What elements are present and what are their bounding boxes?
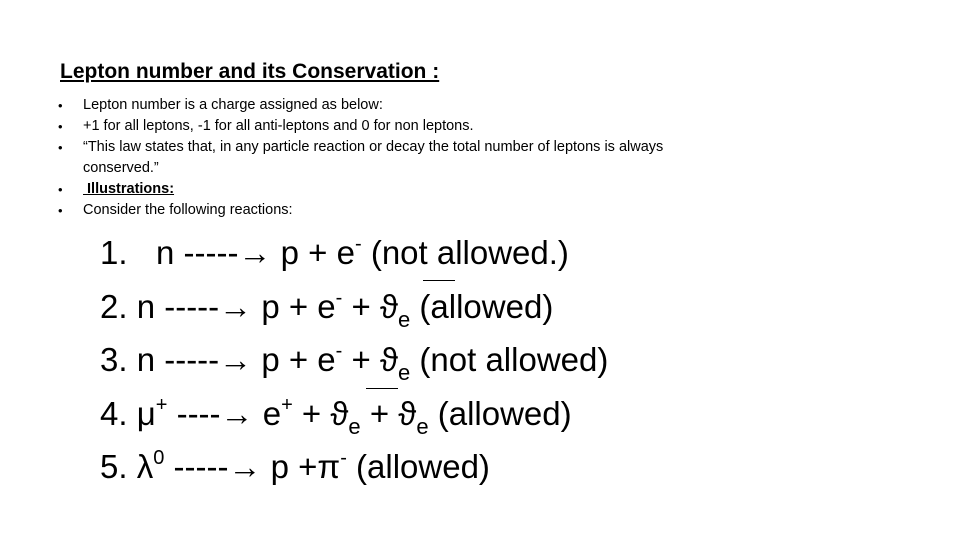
bullet-item (58, 116, 818, 137)
plus-sign: + (292, 394, 331, 432)
dashes: ----- (164, 341, 220, 378)
arrow-icon: → (219, 341, 253, 378)
products: p +π (270, 448, 341, 485)
plus-sign: + (342, 287, 380, 325)
arrow-icon: → (220, 394, 254, 432)
bullet-item (58, 200, 818, 221)
neutrino-symbol: ϑ (379, 341, 398, 378)
subscript-e: e (348, 413, 361, 439)
bullet-dot: • (58, 119, 63, 134)
bullet-text-consider: Consider the following reactions: (83, 202, 293, 218)
reaction-number: 1. (100, 234, 128, 271)
plus-sign: + (360, 394, 399, 432)
reaction-number: 3. n (100, 341, 165, 378)
superscript-zero: 0 (153, 447, 165, 469)
bullet-text-assignment: +1 for all leptons, -1 for all anti-leptons and 0 for non leptons. (83, 118, 474, 134)
superscript-plus: + (155, 393, 168, 416)
reaction-2 (100, 280, 608, 334)
superscript-minus: - (335, 286, 343, 309)
reaction-3 (100, 333, 608, 387)
reaction-result: (allowed) (428, 394, 572, 432)
antineutrino-symbol: ϑ (330, 394, 349, 432)
reaction-4 (100, 387, 608, 441)
dashes: ----- (183, 234, 239, 271)
subscript-e: e (398, 306, 411, 332)
products: p + e (261, 287, 336, 325)
superscript-minus: - (354, 233, 362, 255)
law-line-2: conserved.” (83, 160, 159, 176)
antineutrino-symbol: ϑ (379, 287, 398, 325)
reaction-result: (allowed) (346, 448, 490, 485)
arrow-icon: → (238, 234, 272, 271)
slide-title: Lepton number and its Conservation : (60, 60, 440, 83)
products: p + e (280, 234, 355, 271)
superscript-minus: - (335, 340, 343, 362)
bullet-text-illustrations: Illustrations: (83, 181, 175, 197)
antiparticle-bar (366, 388, 398, 389)
particle-n: n (156, 234, 175, 271)
bullet-dot: • (58, 140, 63, 155)
bullet-item (58, 179, 818, 200)
bullet-text-lepton-number: Lepton number is a charge assigned as below: (83, 97, 383, 113)
antiparticle-bar (423, 280, 455, 281)
reaction-list (100, 226, 608, 494)
subscript-e: e (416, 413, 429, 439)
reaction-result: (allowed) (410, 287, 554, 325)
bullet-dot: • (58, 182, 63, 197)
dashes: ---- (176, 394, 221, 432)
arrow-icon: → (219, 287, 253, 325)
reaction-number: 4. μ (100, 394, 156, 432)
dashes: ----- (164, 287, 220, 325)
neutrino-symbol: ϑ (398, 394, 417, 432)
plus-sign: + (342, 341, 380, 378)
superscript-minus: - (340, 447, 347, 469)
arrow-icon: → (228, 448, 262, 485)
bullet-dot: • (58, 203, 63, 218)
reaction-result: (not allowed) (410, 341, 609, 378)
reaction-result: (not allowed.) (370, 234, 569, 271)
dashes: ----- (173, 448, 229, 485)
subscript-e: e (398, 360, 411, 385)
reaction-number: 2. n (100, 287, 165, 325)
bullet-item (58, 95, 818, 116)
positron: e (262, 394, 282, 432)
reaction-number: 5. λ (100, 448, 154, 485)
bullet-list (58, 95, 818, 221)
bullet-text-law (83, 137, 818, 179)
bullet-dot: • (58, 98, 63, 113)
reaction-1 (100, 226, 608, 280)
reaction-5 (100, 440, 608, 494)
law-line-1: “This law states that, in any particle reaction or decay the total number of leptons is always (83, 139, 664, 155)
bullet-item (58, 137, 818, 179)
superscript-plus: + (281, 393, 293, 416)
products: p + e (261, 341, 336, 378)
